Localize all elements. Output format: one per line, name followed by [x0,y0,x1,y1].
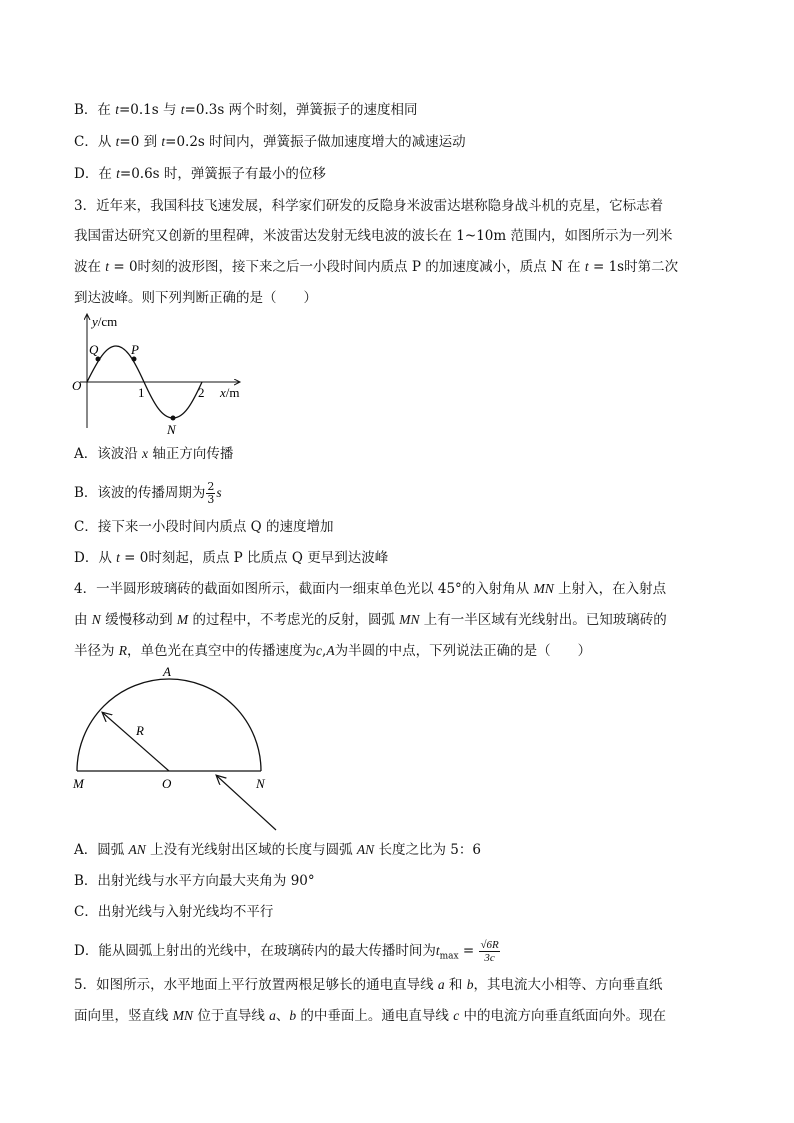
tick-1: 1 [138,385,145,400]
label-o: O [162,776,172,791]
q3-option-b: B．该波的传播周期为 $\frac{2}{3}$ s [74,480,222,506]
origin-label: O [72,378,82,393]
q4-option-c: C．出射光线与入射光线均不平行 [74,904,274,920]
q3-stem-line1: 3．近年来，我国科技飞速发展，科学家们研发的反隐身米波雷达堪称隐身战斗机的克星，它标志着 [74,198,664,214]
point-n [171,416,176,421]
q3-option-c: C．接下来一小段时间内质点 Q 的速度增加 [74,519,334,535]
radius-r [103,713,169,771]
q4-option-d: D．能从圆弧上射出的光线中，在玻璃砖内的最大传播时间为$t_{max}$ = $\frac{√6R}{3c}$ [74,939,499,964]
fraction-max-time: $\frac{√6R}{3c}$ [480,939,499,964]
tick-2: 2 [198,385,205,400]
q4-semicircle-figure [66,664,296,836]
q4-option-b: B．出射光线与水平方向最大夹角为 90° [74,873,315,889]
q2-option-b: B．在 t=0.1s 与 t=0.3s 两个时刻，弹簧振子的速度相同 [74,102,418,118]
y-axis-label: y/cm [92,314,118,329]
label-q: Q [89,342,99,357]
label-p: P [131,342,139,357]
q3-wave-figure [68,310,258,440]
label-m: M [73,776,84,791]
q3-stem-line4: 到达波峰。则下列判断正确的是（ ） [74,290,317,306]
incident-ray [217,776,276,830]
q4-stem-line3: 半径为 R，单色光在真空中的传播速度为c,A为半圆的中点，下列说法正确的是（ ） [74,643,592,659]
point-p [132,357,137,362]
q3-option-d: D．从 t = 0时刻起，质点 P 比质点 Q 更早到达波峰 [74,550,389,566]
fraction-two-thirds: $\frac{2}{3}$ [207,480,215,506]
semicircle-arc [77,679,261,771]
label-a: A [163,664,171,679]
q3-stem-line2: 我国雷达研究又创新的里程碑，米波雷达发射无线电波的波长在 1~10m 范围内，如图所示为一列米 [74,228,673,244]
q2-option-c: C．从 t=0 到 t=0.2s 时间内，弹簧振子做加速度增大的减速运动 [74,134,466,150]
q4-stem-line1: 4．一半圆形玻璃砖的截面如图所示，截面内一细束单色光以 45°的入射角从 MN 上射入，在入射点 [74,581,667,597]
q3-stem-line3: 波在 t = 0时刻的波形图，接下来之后一小段时间内质点 P 的加速度减小，质点 N 在 t = 1s时第二次 [74,259,679,275]
q4-option-a: A．圆弧 AN 上没有光线射出区域的长度与圆弧 AN 长度之比为 5：6 [74,842,481,858]
q3-option-a: A．该波沿 x 轴正方向传播 [74,446,234,462]
q4-stem-line2: 由 N 缓慢移动到 M 的过程中，不考虑光的反射，圆弧 MN 上有一半区域有光线射出。已知玻璃砖的 [74,612,667,628]
label-n: N [167,422,176,437]
x-axis-label: x/m [220,385,240,400]
q5-stem-line2: 面向里，竖直线 MN 位于直导线 a、b 的中垂面上。通电直导线 c 中的电流方向垂直纸面向外。现在 [74,1008,667,1024]
label-n: N [256,776,265,791]
q2-option-d: D．在 t=0.6s 时，弹簧振子有最小的位移 [74,166,326,182]
point-q [96,357,101,362]
q5-stem-line1: 5．如图所示，水平地面上平行放置两根足够长的通电直导线 a 和 b，其电流大小相等、方向垂直纸 [74,977,663,993]
label-r: R [136,723,144,738]
